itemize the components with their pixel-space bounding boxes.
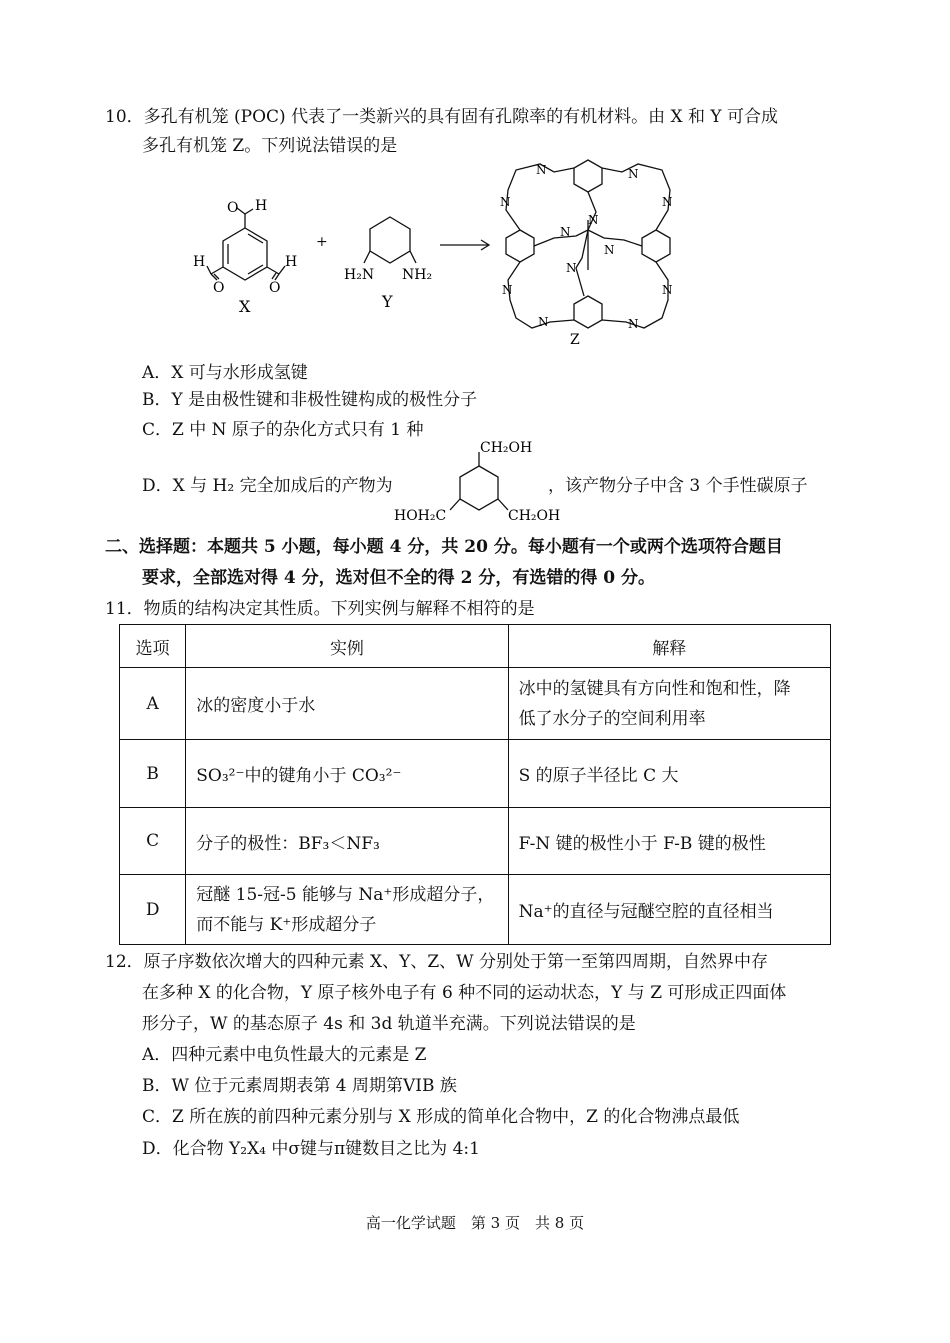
row-d-option: D: [120, 875, 186, 945]
molecule-x-diagram: [185, 190, 305, 315]
table-row: [120, 875, 831, 945]
q10-option-d-before: D．X 与 H₂ 完全加成后的产物为: [142, 476, 393, 496]
triol-structure: [392, 436, 567, 524]
x-oxygen-right: O: [269, 280, 281, 296]
z-n-11: N: [538, 315, 549, 329]
z-n-1: N: [536, 163, 547, 177]
q12-option-d: D．化合物 Y₂X₄ 中σ键与π键数目之比为 4:1: [142, 1139, 480, 1159]
row-b-option: B: [120, 740, 186, 808]
row-a-explanation-line1: 冰中的氢键具有方向性和饱和性，降: [518, 678, 791, 699]
z-n-4: N: [662, 195, 673, 209]
q12-option-b: B．W 位于元素周期表第 4 周期第VIB 族: [142, 1076, 457, 1096]
row-a-option: A: [120, 668, 186, 740]
q10-option-c: C．Z 中 N 原子的杂化方式只有 1 种: [142, 420, 424, 440]
x-hydrogen-top: H: [255, 198, 268, 214]
z-n-6: N: [560, 225, 571, 239]
triol-ch2oh-right: CH₂OH: [508, 508, 561, 524]
row-d-example-line1: 冠醚 15-冠-5 能够与 Na⁺形成超分子，: [196, 884, 495, 905]
q11-stem: 11．物质的结构决定其性质。下列实例与解释不相符的是: [105, 599, 535, 619]
label-z: Z: [570, 332, 580, 348]
label-y: Y: [382, 292, 393, 311]
molecule-y-diagram: [340, 205, 440, 315]
q10-stem-text: 多孔有机笼 (POC) 代表了一类新兴的具有固有孔隙率的有机材料。由 X 和 Y 可合成: [143, 107, 779, 127]
z-n-2: N: [628, 167, 639, 181]
table-header-option: 选项: [120, 625, 186, 668]
q12-stem-line1: 12．原子序数依次增大的四种元素 X、Y、Z、W 分别处于第一至第四周期，自然界中存: [105, 952, 769, 972]
row-a-example: 冰的密度小于水: [186, 668, 508, 740]
y-amine-right: NH₂: [402, 267, 433, 283]
z-n-9: N: [502, 283, 513, 297]
row-c-explanation: F-N 键的极性小于 F-B 键的极性: [508, 808, 830, 875]
z-n-7: N: [604, 243, 615, 257]
x-oxygen-left: O: [213, 280, 225, 296]
z-n-12: N: [628, 317, 639, 331]
row-d-example-line2: 而不能与 K⁺形成超分子: [196, 914, 377, 935]
page-footer: 高一化学试题 第 3 页 共 8 页: [365, 1214, 585, 1232]
q12-option-a: A．四种元素中电负性最大的元素是 Z: [142, 1045, 427, 1065]
section2-heading-line1: 二、选择题：本题共 5 小题，每小题 4 分，共 20 分。每小题有一个或两个选项符合题目: [105, 537, 783, 557]
triol-hoh2c-left: HOH₂C: [394, 508, 447, 524]
table-row: [120, 668, 831, 740]
row-b-example: SO₃²⁻中的键角小于 CO₃²⁻: [186, 740, 508, 808]
z-n-8: N: [566, 261, 577, 275]
table-header-example: 实例: [186, 625, 508, 668]
q10-option-d-after: ，该产物分子中含 3 个手性碳原子: [548, 476, 808, 496]
q11-table: [119, 624, 831, 945]
table-header-row: [120, 625, 831, 668]
z-n-5: N: [588, 213, 599, 227]
row-c-example: 分子的极性：BF₃＜NF₃: [186, 808, 508, 875]
table-row: [120, 808, 831, 875]
reaction-arrow: [438, 238, 493, 252]
q10-option-b: B．Y 是由极性键和非极性键构成的极性分子: [142, 390, 478, 410]
row-c-option: C: [120, 808, 186, 875]
x-hydrogen-left: H: [193, 254, 206, 270]
plus-sign: +: [316, 234, 328, 250]
cage-z-diagram: [492, 150, 687, 350]
q10-stem-line1: [105, 105, 778, 129]
q10-number: 10．: [105, 107, 144, 127]
row-a-explanation: [508, 668, 830, 740]
q12-stem-line3: 形分子，W 的基态原子 4s 和 3d 轨道半充满。下列说法错误的是: [142, 1014, 636, 1034]
q12-option-c: C．Z 所在族的前四种元素分别与 X 形成的简单化合物中，Z 的化合物沸点最低: [142, 1107, 740, 1127]
table-header-explanation: 解释: [508, 625, 830, 668]
z-n-10: N: [662, 283, 673, 297]
section2-heading-line2: 要求，全部选对得 4 分，选对但不全的得 2 分，有选错的得 0 分。: [142, 568, 655, 588]
y-amine-left: H₂N: [344, 267, 375, 283]
q10-stem-line2: 多孔有机笼 Z。下列说法错误的是: [142, 136, 398, 156]
q12-stem-line2: 在多种 X 的化合物，Y 原子核外电子有 6 种不同的运动状态，Y 与 Z 可形成正四面体: [142, 983, 787, 1003]
z-n-3: N: [500, 195, 511, 209]
table-row: [120, 740, 831, 808]
x-hydrogen-right: H: [285, 254, 298, 270]
label-x: X: [239, 297, 251, 315]
x-oxygen-top: O: [227, 200, 239, 216]
row-a-explanation-line2: 低了水分子的空间利用率: [518, 708, 706, 729]
q10-option-a: A．X 可与水形成氢键: [142, 363, 308, 383]
row-d-example: [186, 875, 508, 945]
row-b-explanation: S 的原子半径比 C 大: [508, 740, 830, 808]
row-d-explanation: Na⁺的直径与冠醚空腔的直径相当: [508, 875, 830, 945]
triol-ch2oh-top: CH₂OH: [480, 440, 533, 456]
